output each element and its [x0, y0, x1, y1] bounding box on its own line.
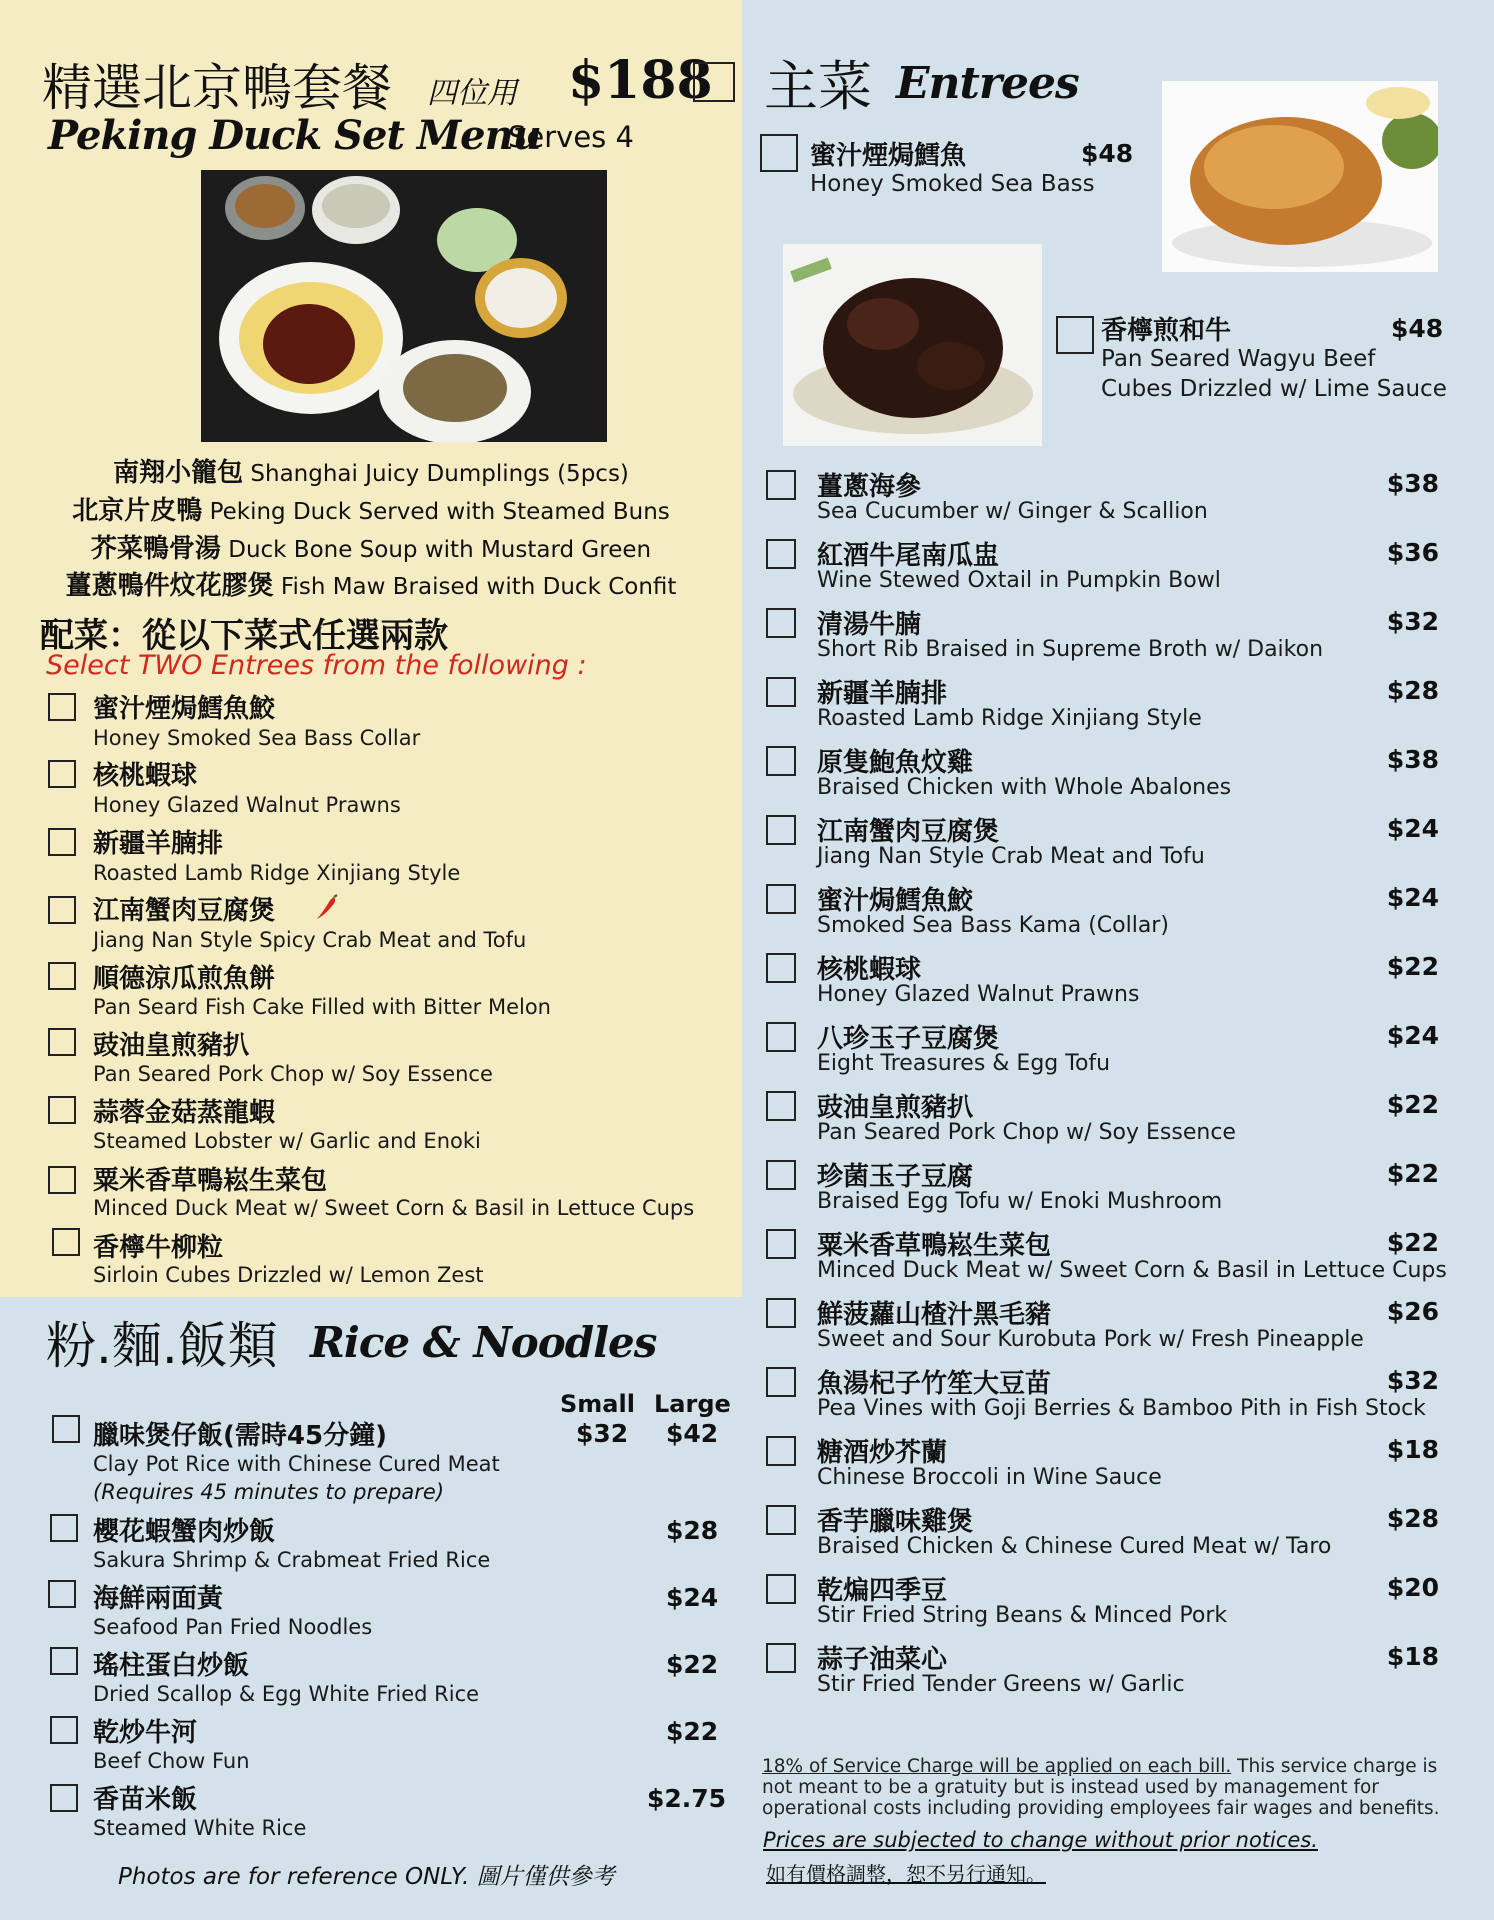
entree-checkbox[interactable] — [760, 134, 798, 172]
rice-price: $2.75 — [647, 1784, 727, 1813]
entree-price: $22 — [1386, 1159, 1439, 1188]
entree-name-zh: 清湯牛腩 — [817, 610, 922, 640]
rice-checkbox[interactable] — [50, 1784, 78, 1812]
set-included-item: 薑蔥鴨件炆花膠煲 Fish Maw Braised with Duck Confit — [65, 571, 677, 601]
entree-name-zh: 豉油皇煎豬扒 — [817, 1093, 974, 1123]
entree-checkbox[interactable] — [766, 1091, 796, 1121]
entree-price: $38 — [1386, 469, 1439, 498]
choice-name-zh: 豉油皇煎豬扒 — [93, 1031, 250, 1061]
entree-price: $18 — [1386, 1435, 1439, 1464]
entree-name-en: Wine Stewed Oxtail in Pumpkin Bowl — [817, 568, 1221, 593]
entree-checkbox[interactable] — [766, 608, 796, 638]
entree-checkbox[interactable] — [766, 1160, 796, 1190]
rice-name-zh: 海鮮兩面黃 — [93, 1584, 224, 1614]
entree-checkbox[interactable] — [766, 746, 796, 776]
entree-name-en: Eight Treasures & Egg Tofu — [817, 1051, 1111, 1076]
rice-checkbox[interactable] — [50, 1647, 78, 1675]
entree-price: $28 — [1386, 676, 1439, 705]
choice-name-en: Steamed Lobster w/ Garlic and Enoki — [93, 1129, 481, 1153]
entree-checkbox[interactable] — [766, 1367, 796, 1397]
entree-name-en: Short Rib Braised in Supreme Broth w/ Daikon — [817, 637, 1324, 662]
entree-name-en: Jiang Nan Style Crab Meat and Tofu — [817, 844, 1205, 869]
entree-name-zh: 新疆羊腩排 — [817, 679, 948, 709]
choice-name-zh: 江南蟹肉豆腐煲 — [93, 896, 276, 926]
rice-name-zh: 櫻花蝦蟹肉炒飯 — [93, 1517, 276, 1547]
entrees-title-en: Entrees — [896, 58, 1079, 109]
entree-checkbox[interactable] — [766, 677, 796, 707]
set-menu-title-en: Peking Duck Set Menu — [48, 112, 541, 159]
entree-checkbox[interactable] — [766, 1022, 796, 1052]
entree-name-zh: 香芋臘味雞煲 — [817, 1507, 974, 1537]
entree-name-en: Honey Smoked Sea Bass — [810, 171, 1095, 197]
entree-price: $32 — [1386, 607, 1439, 636]
choice-name-en: Pan Seard Fish Cake Filled with Bitter Melon — [93, 995, 551, 1019]
chili-pepper-icon — [314, 894, 340, 926]
entree-price: $18 — [1386, 1642, 1439, 1671]
entree-checkbox[interactable] — [766, 953, 796, 983]
entree-price: $22 — [1386, 1090, 1439, 1119]
entree-price: $24 — [1386, 883, 1439, 912]
rice-price: $22 — [666, 1717, 719, 1746]
entree-name-zh: 江南蟹肉豆腐煲 — [817, 817, 1000, 847]
entree-checkbox[interactable] — [766, 1574, 796, 1604]
entree-name-en: Chinese Broccoli in Wine Sauce — [817, 1465, 1162, 1490]
rice-checkbox[interactable] — [50, 1716, 78, 1744]
claypot-large-price: $42 — [666, 1419, 719, 1448]
set-included-item: 北京片皮鴨 Peking Duck Served with Steamed Buns — [72, 496, 670, 526]
rice-name-en: Clay Pot Rice with Chinese Cured Meat — [93, 1452, 500, 1476]
entree-price: $32 — [1386, 1366, 1439, 1395]
rice-noodles-title-en: Rice & Noodles — [310, 1318, 657, 1367]
choice-checkbox[interactable] — [48, 828, 76, 856]
choice-name-en: Roasted Lamb Ridge Xinjiang Style — [93, 861, 461, 885]
rice-name-en: Dried Scallop & Egg White Fried Rice — [93, 1682, 480, 1706]
rice-name-en: Sakura Shrimp & Crabmeat Fried Rice — [93, 1548, 491, 1572]
choice-name-zh: 順德涼瓜煎魚餅 — [93, 964, 276, 994]
entree-name-zh: 蒜子油菜心 — [817, 1645, 948, 1675]
choice-name-en: Sirloin Cubes Drizzled w/ Lemon Zest — [93, 1263, 484, 1287]
entree-name-zh: 蜜汁焗鱈魚鮫 — [817, 886, 974, 916]
entree-name-en: Honey Glazed Walnut Prawns — [817, 982, 1140, 1007]
choice-name-zh: 核桃蝦球 — [93, 761, 198, 791]
set-included-item: 南翔小籠包 Shanghai Juicy Dumplings (5pcs) — [113, 458, 629, 488]
entree-name-en: Braised Chicken with Whole Abalones — [817, 775, 1232, 800]
entree-checkbox[interactable] — [766, 1643, 796, 1673]
entrees-title-zh: 主菜 — [764, 55, 872, 118]
rice-name-zh: 瑤柱蛋白炒飯 — [93, 1651, 250, 1681]
entree-name-zh: 原隻鮑魚炆雞 — [817, 748, 974, 778]
set-menu-price: $188 — [568, 50, 713, 111]
entree-checkbox[interactable] — [766, 884, 796, 914]
entree-price: $38 — [1386, 745, 1439, 774]
entree-checkbox[interactable] — [766, 1229, 796, 1259]
choice-name-zh: 香檸牛柳粒 — [93, 1233, 224, 1263]
entree-price: $28 — [1386, 1504, 1439, 1533]
entree-name-zh: 薑蔥海參 — [817, 472, 922, 502]
set-menu-checkbox[interactable] — [693, 62, 735, 102]
small-size-label: Small — [560, 1390, 635, 1418]
rice-checkbox[interactable] — [52, 1415, 80, 1443]
rice-checkbox[interactable] — [48, 1580, 76, 1608]
entree-name-zh: 紅酒牛尾南瓜盅 — [817, 541, 1000, 571]
entree-name-en: Sea Cucumber w/ Ginger & Scallion — [817, 499, 1208, 524]
entree-price: $48 — [1391, 314, 1444, 343]
choice-name-en: Honey Glazed Walnut Prawns — [93, 793, 401, 817]
rice-checkbox[interactable] — [50, 1514, 78, 1542]
entree-price: $48 — [1081, 139, 1134, 168]
select-two-heading-zh: 配菜：從以下菜式任選兩款 — [40, 616, 448, 656]
entree-price: $24 — [1386, 1021, 1439, 1050]
entree-checkbox[interactable] — [766, 1298, 796, 1328]
rice-noodles-title-zh: 粉.麵.飯類 — [46, 1317, 278, 1375]
entree-name-en: Braised Egg Tofu w/ Enoki Mushroom — [817, 1189, 1223, 1214]
entree-name-zh: 鮮菠蘿山楂汁黑毛豬 — [817, 1300, 1052, 1330]
choice-checkbox[interactable] — [48, 1096, 76, 1124]
entree-name-en: Pan Seared Pork Chop w/ Soy Essence — [817, 1120, 1236, 1145]
set-menu-serves-zh: 四位用 — [427, 76, 517, 111]
entree-name-zh: 乾煸四季豆 — [817, 1576, 948, 1606]
wagyu-beef-photo — [783, 244, 1042, 446]
entree-checkbox[interactable] — [766, 815, 796, 845]
choice-checkbox[interactable] — [48, 1028, 76, 1056]
rice-price: $28 — [666, 1516, 719, 1545]
choice-name-en: Honey Smoked Sea Bass Collar — [93, 726, 421, 750]
choice-name-zh: 蜜汁煙焗鱈魚鮫 — [93, 694, 276, 724]
entree-name-zh: 糖酒炒芥蘭 — [817, 1438, 948, 1468]
rice-name-zh: 臘味煲仔飯(需時45分鐘) — [93, 1421, 387, 1451]
select-two-heading-en: Select TWO Entrees from the following : — [46, 650, 587, 681]
entree-checkbox[interactable] — [766, 539, 796, 569]
service-charge-note: 18% of Service Charge will be applied on each bill. This service charge is not meant to be a gratuity but is instead used by management for operational costs including providing employees fair wages and benefits. — [762, 1756, 1440, 1819]
entree-name-en: Pan Seared Wagyu Beef — [1101, 346, 1376, 372]
choice-name-zh: 蒜蓉金菇蒸龍蝦 — [93, 1098, 276, 1128]
entree-name-zh: 香檸煎和牛 — [1101, 316, 1232, 346]
photo-reference-note: Photos are for reference ONLY. 圖片僅供參考 — [118, 1864, 615, 1890]
choice-name-en: Minced Duck Meat w/ Sweet Corn & Basil in Lettuce Cups — [93, 1196, 695, 1220]
choice-name-en: Jiang Nan Style Spicy Crab Meat and Tofu — [93, 928, 527, 952]
entree-checkbox[interactable] — [766, 470, 796, 500]
rice-price: $22 — [666, 1650, 719, 1679]
entree-price: $22 — [1386, 952, 1439, 981]
price-change-notice-en: Prices are subjected to change without prior notices. — [763, 1828, 1318, 1852]
entree-name-zh: 珍菌玉子豆腐 — [817, 1162, 974, 1192]
entree-name-en: Stir Fried String Beans & Minced Pork — [817, 1603, 1228, 1628]
price-change-notice-zh: 如有價格調整，恕不另行通知。 — [766, 1862, 1046, 1886]
rice-name-en: Beef Chow Fun — [93, 1749, 250, 1773]
entree-name-zh: 魚湯杞子竹笙大豆苗 — [817, 1369, 1052, 1399]
rice-name-zh: 乾炒牛河 — [93, 1718, 198, 1748]
choice-checkbox[interactable] — [48, 962, 76, 990]
rice-name-en: Seafood Pan Fried Noodles — [93, 1615, 373, 1639]
entree-name-zh: 八珍玉子豆腐煲 — [817, 1024, 1000, 1054]
entree-name-en: Minced Duck Meat w/ Sweet Corn & Basil in Lettuce Cups — [817, 1258, 1447, 1283]
set-menu-title-zh: 精選北京鴨套餐 — [42, 59, 392, 117]
entree-name-zh: 粟米香草鴨崧生菜包 — [817, 1231, 1052, 1261]
choice-name-zh: 新疆羊腩排 — [93, 829, 224, 859]
entree-checkbox[interactable] — [766, 1436, 796, 1466]
set-menu-serves-en: Serves 4 — [508, 120, 634, 154]
entree-name-en: Smoked Sea Bass Kama (Collar) — [817, 913, 1169, 938]
choice-checkbox[interactable] — [48, 896, 76, 924]
choice-checkbox[interactable] — [48, 760, 76, 788]
choice-name-zh: 粟米香草鴨崧生菜包 — [93, 1166, 328, 1196]
entree-name-zh: 蜜汁煙焗鱈魚 — [810, 141, 967, 171]
rice-name-en: Steamed White Rice — [93, 1816, 307, 1840]
entree-name-en-line2: Cubes Drizzled w/ Lime Sauce — [1101, 376, 1447, 402]
claypot-small-price: $32 — [576, 1419, 629, 1448]
peking-duck-set-photo — [201, 170, 607, 442]
entree-checkbox[interactable] — [1056, 316, 1094, 354]
entree-price: $20 — [1386, 1573, 1439, 1602]
entree-name-en: Sweet and Sour Kurobuta Pork w/ Fresh Pineapple — [817, 1327, 1364, 1352]
choice-checkbox[interactable] — [48, 693, 76, 721]
entree-name-en: Braised Chicken & Chinese Cured Meat w/ Taro — [817, 1534, 1332, 1559]
set-included-item: 芥菜鴨骨湯 Duck Bone Soup with Mustard Green — [90, 534, 652, 564]
rice-name-zh: 香苗米飯 — [93, 1785, 198, 1815]
choice-name-en: Pan Seared Pork Chop w/ Soy Essence — [93, 1062, 493, 1086]
entree-name-en: Stir Fried Tender Greens w/ Garlic — [817, 1672, 1185, 1697]
large-size-label: Large — [654, 1390, 731, 1418]
choice-checkbox[interactable] — [48, 1166, 76, 1194]
entree-name-en: Roasted Lamb Ridge Xinjiang Style — [817, 706, 1202, 731]
entree-price: $24 — [1386, 814, 1439, 843]
sea-bass-photo — [1162, 81, 1438, 272]
rice-price: $24 — [666, 1583, 719, 1612]
entree-name-en: Pea Vines with Goji Berries & Bamboo Pith in Fish Stock — [817, 1396, 1426, 1421]
entree-checkbox[interactable] — [766, 1505, 796, 1535]
entree-name-zh: 核桃蝦球 — [817, 955, 922, 985]
choice-checkbox[interactable] — [52, 1228, 80, 1256]
entree-price: $36 — [1386, 538, 1439, 567]
claypot-note: (Requires 45 minutes to prepare) — [93, 1480, 445, 1504]
entree-price: $26 — [1386, 1297, 1439, 1326]
entree-price: $22 — [1386, 1228, 1439, 1257]
